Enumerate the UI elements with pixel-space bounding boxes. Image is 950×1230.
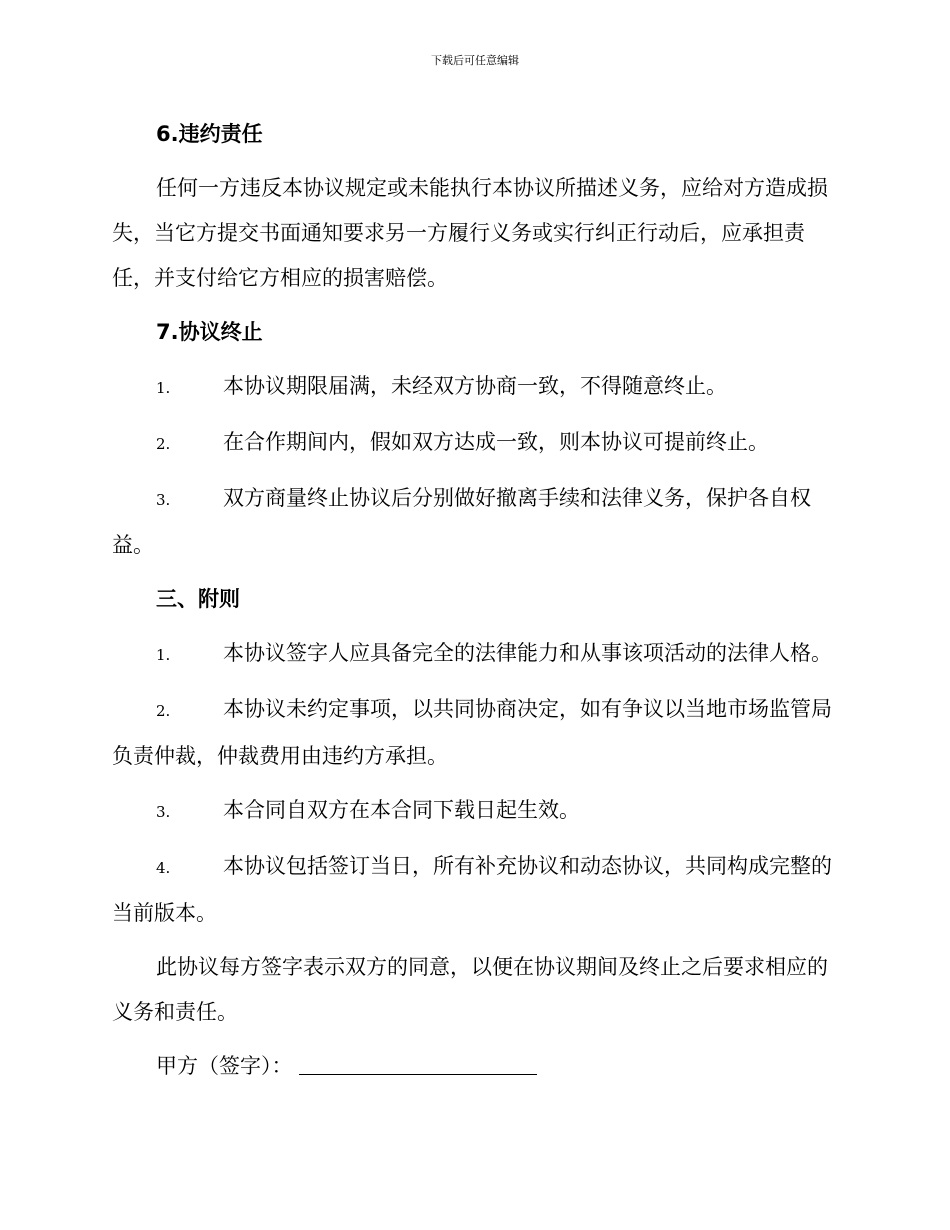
closing-paragraph: 此协议每方签字表示双方的同意，以便在协议期间及终止之后要求相应的义务和责任。 — [112, 955, 828, 1024]
supplementary-item — [112, 687, 838, 779]
item-number: 3. — [156, 491, 171, 509]
document-body — [112, 112, 838, 1089]
item-number: 4. — [156, 859, 171, 877]
termination-item — [112, 476, 838, 568]
item-text: 本协议包括签订当日，所有补充协议和动态协议，共同构成完整的当前版本。 — [112, 854, 832, 925]
signature-label: 甲方（签字）： — [156, 1054, 293, 1078]
section-heading-termination: 7.协议终止 — [156, 320, 263, 344]
item-text: 双方商量终止协议后分别做好撤离手续和法律义务，保护各自权益。 — [112, 486, 811, 557]
item-number: 2. — [156, 435, 171, 453]
termination-item — [112, 420, 838, 467]
signature-line-party-a — [112, 1044, 838, 1089]
item-number: 1. — [156, 379, 171, 397]
supplementary-item — [112, 631, 838, 678]
item-number: 2. — [156, 702, 171, 720]
item-text: 本协议期限届满，未经双方协商一致，不得随意终止。 — [223, 374, 727, 398]
item-text: 本协议签字人应具备完全的法律能力和从事该项活动的法律人格。 — [223, 641, 832, 665]
item-text: 本协议未约定事项，以共同协商决定，如有争议以当地市场监管局负责仲裁，仲裁费用由违约方承担。 — [112, 697, 832, 768]
supplementary-item — [112, 844, 838, 936]
item-number: 3. — [156, 803, 171, 821]
supplementary-item — [112, 788, 838, 835]
termination-item — [112, 364, 838, 411]
item-text: 本合同自双方在本合同下载日起生效。 — [223, 798, 580, 822]
section-heading-breach: 6.违约责任 — [156, 122, 263, 146]
item-number: 1. — [156, 646, 171, 664]
section-heading-supplementary: 三、附则 — [156, 587, 240, 611]
breach-paragraph: 任何一方违反本协议规定或未能执行本协议所描述义务，应给对方造成损失，当它方提交书面通知要求另一方履行义务或实行纠正行动后，应承担责任，并支付给它方相应的损害赔偿。 — [112, 176, 828, 290]
item-text: 在合作期间内，假如双方达成一致，则本协议可提前终止。 — [223, 430, 769, 454]
page-header: 下载后可任意编辑 — [431, 54, 519, 67]
signature-blank — [299, 1048, 537, 1075]
